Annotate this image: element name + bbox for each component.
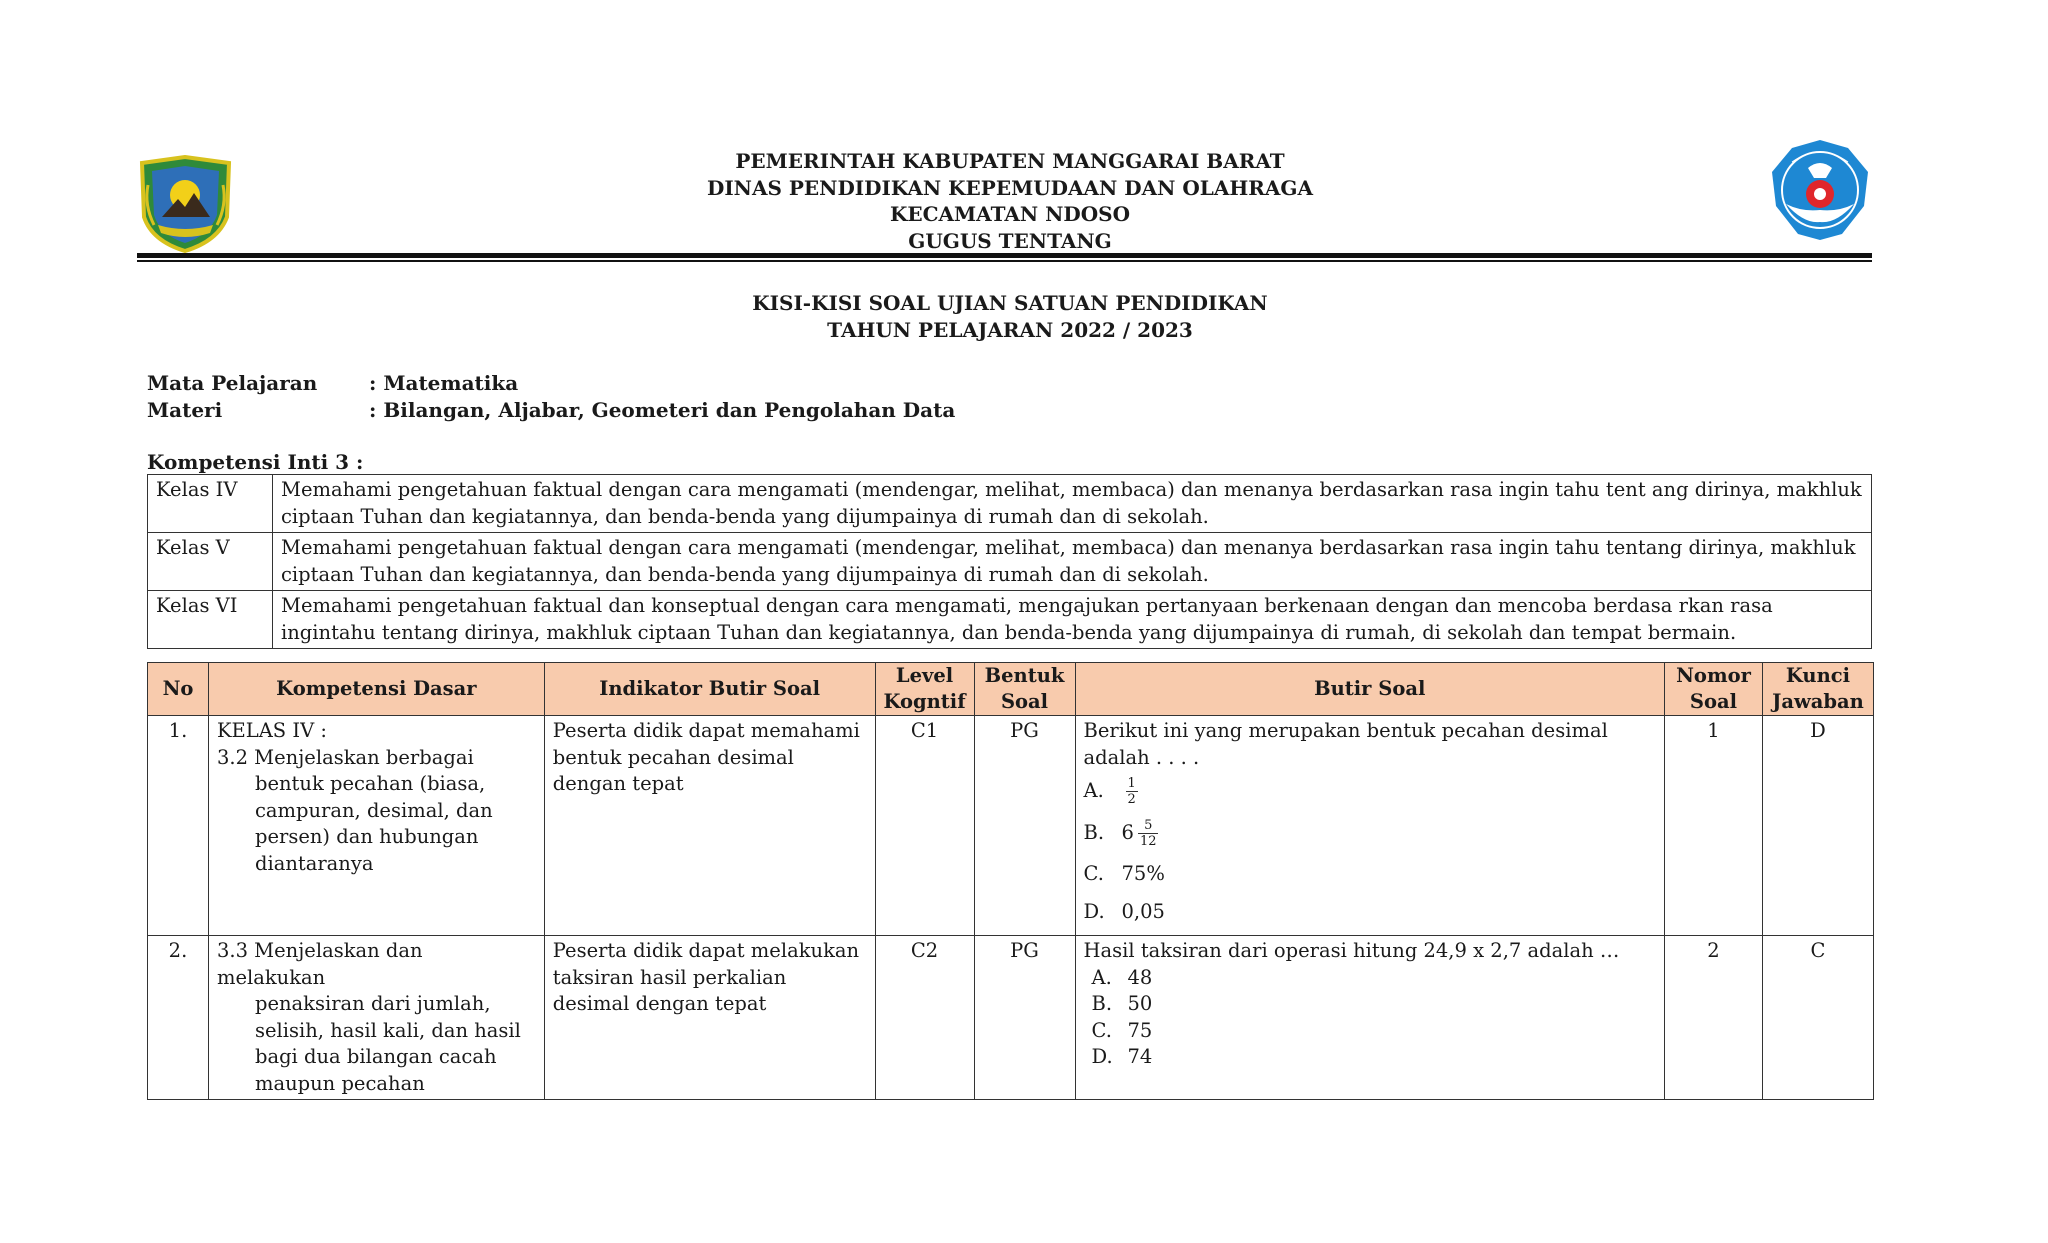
- option-a: [1084, 965, 1656, 992]
- subject-value: : Matematika: [369, 371, 519, 395]
- option-label: C.: [1083, 861, 1104, 885]
- core-competency-table: [147, 474, 1872, 649]
- option-label: C.: [1091, 1018, 1112, 1042]
- option-label: B.: [1091, 992, 1113, 1015]
- option-b: [1084, 991, 1656, 1018]
- document-title-line2: TAHUN PELAJARAN 2022 / 2023: [827, 318, 1193, 342]
- table-row: [148, 475, 1872, 533]
- col-header-indicator: Indikator Butir Soal: [544, 663, 875, 716]
- tut-wuri-handayani-logo: [1768, 138, 1872, 242]
- class-label: Kelas V: [148, 533, 273, 591]
- option-label: A.: [1091, 965, 1112, 989]
- option-b: [1084, 811, 1656, 855]
- question-stem: Berikut ini yang merupakan bentuk pecahan desimal adalah . . . .: [1083, 719, 1608, 769]
- cognitive-level: C1: [875, 716, 974, 936]
- kd-description: penaksiran dari jumlah, selisih, hasil kali, dan hasil bagi dua bilangan cacah maupun pecahan: [254, 992, 521, 1095]
- col-header-question: Butir Soal: [1075, 663, 1664, 716]
- class-label: Kelas VI: [148, 591, 273, 649]
- class-label: Kelas IV: [148, 475, 273, 533]
- col-header-no: No: [148, 663, 209, 716]
- table-row: [148, 936, 1874, 1100]
- kd-first-line: 3.3 Menjelaskan dan melakukan: [216, 939, 423, 989]
- option-label: A.: [1083, 778, 1104, 802]
- option-text: 48: [1127, 965, 1153, 989]
- col-header-answer-key: Kunci Jawaban: [1762, 663, 1873, 716]
- fraction: [1126, 776, 1138, 807]
- table-row: [148, 716, 1874, 936]
- letterhead-line-cluster: GUGUS TENTANG: [908, 228, 1112, 253]
- option-label: B.: [1083, 820, 1105, 844]
- material-value: : Bilangan, Aljabar, Geometeri dan Pengolahan Data: [369, 397, 956, 422]
- letterhead-line-district: KECAMATAN NDOSO: [889, 202, 1131, 226]
- core-competency-label: Kompetensi Inti 3 :: [147, 450, 364, 474]
- cognitive-level: C2: [875, 936, 974, 1100]
- option-label: D.: [1091, 1045, 1113, 1068]
- question-grid-table: [147, 662, 1874, 1100]
- fraction-numerator: 1: [1127, 775, 1136, 791]
- option-d: [1084, 893, 1656, 931]
- answer-key: C: [1762, 936, 1873, 1100]
- table-row: [148, 591, 1872, 649]
- competency-text: Memahami pengetahuan faktual dengan cara mengamati (mendengar, melihat, membaca) dan menanya berdasarkan rasa ingin tahu tent ang dirinya, makhluk ciptaan Tuhan dan kegiatannya, dan benda-benda yang dijumpainya di rumah dan di sekolah.: [273, 475, 1872, 533]
- letterhead-rule-thick: [137, 253, 1872, 258]
- letterhead-rule-thin: [137, 260, 1872, 262]
- col-header-basic-competency: Kompetensi Dasar: [208, 663, 544, 716]
- option-c: [1084, 855, 1656, 893]
- row-number: 1.: [148, 716, 209, 936]
- option-text: 0,05: [1121, 899, 1165, 923]
- letterhead-line-department: DINAS PENDIDIKAN KEPEMUDAAN DAN OLAHRAGA: [706, 175, 1314, 200]
- document-title-line1: KISI-KISI SOAL UJIAN SATUAN PENDIDIKAN: [752, 291, 1268, 315]
- option-label: D.: [1083, 899, 1105, 923]
- option-c: [1084, 1018, 1656, 1045]
- regency-emblem-logo: [138, 155, 233, 253]
- col-header-question-form: Bentuk Soal: [974, 663, 1075, 716]
- question-cell: [1075, 936, 1664, 1100]
- kd-description: bentuk pecahan (biasa, campuran, desimal, dan persen) dan hubungan diantaranya: [254, 772, 493, 875]
- letterhead-line-government: PEMERINTAH KABUPATEN MANGGARAI BARAT: [735, 149, 1285, 173]
- table-header-row: [148, 663, 1874, 716]
- option-d: [1084, 1044, 1656, 1071]
- question-number: 1: [1665, 716, 1763, 936]
- option-text: 75: [1127, 1018, 1153, 1042]
- question-number: 2: [1665, 936, 1763, 1100]
- basic-competency-cell: [208, 936, 544, 1100]
- kd-class-label: KELAS IV :: [216, 719, 327, 742]
- fraction-denominator: 12: [1139, 833, 1157, 849]
- competency-text: Memahami pengetahuan faktual dengan cara mengamati (mendengar, melihat, membaca) dan menanya berdasarkan rasa ingin tahu tentang dirinya, makhluk ciptaan Tuhan dan kegiatannya, dan benda-benda yang dijumpainya di rumah dan di sekolah.: [273, 533, 1872, 591]
- col-header-cognitive-level: Level Kogntif: [875, 663, 974, 716]
- table-row: [148, 533, 1872, 591]
- indicator-cell: Peserta didik dapat memahami bentuk pecahan desimal dengan tepat: [544, 716, 875, 936]
- letterhead: [300, 148, 1720, 254]
- competency-text: Memahami pengetahuan faktual dan konseptual dengan cara mengamati, mengajukan pertanyaan berkenaan dengan dan mencoba berdasa rkan rasa ingintahu tentang dirinya, makhluk ciptaan Tuhan dan kegiatannya, dan benda-benda yang dijumpainya di rumah, di sekolah dan tempat bermain.: [273, 591, 1872, 649]
- question-stem: Hasil taksiran dari operasi hitung 24,9 x 2,7 adalah …: [1083, 939, 1620, 962]
- fraction: [1138, 818, 1159, 849]
- fraction-denominator: 2: [1127, 791, 1136, 807]
- option-text: 75%: [1121, 861, 1165, 885]
- question-form: PG: [974, 936, 1075, 1100]
- material-label: Materi: [147, 397, 223, 422]
- question-cell: [1075, 716, 1664, 936]
- row-number: 2.: [148, 936, 209, 1100]
- option-text: 74: [1127, 1045, 1153, 1068]
- option-a: [1084, 771, 1656, 811]
- indicator-cell: Peserta didik dapat melakukan taksiran hasil perkalian desimal dengan tepat: [544, 936, 875, 1100]
- fraction-numerator: 5: [1138, 818, 1159, 834]
- document-title: [300, 290, 1720, 344]
- basic-competency-cell: [208, 716, 544, 936]
- col-header-question-number: Nomor Soal: [1665, 663, 1763, 716]
- mixed-number-whole: 6: [1121, 820, 1134, 844]
- subject-label: Mata Pelajaran: [147, 371, 318, 395]
- question-form: PG: [974, 716, 1075, 936]
- option-text: 50: [1127, 992, 1153, 1015]
- answer-key: D: [1762, 716, 1873, 936]
- subject-info: [147, 370, 955, 423]
- kd-first-line: 3.2 Menjelaskan berbagai: [216, 745, 474, 769]
